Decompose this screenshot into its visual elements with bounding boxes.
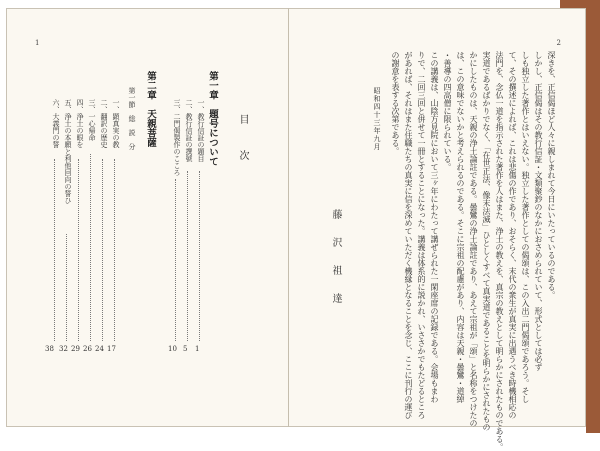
- toc-page-4: 17: [107, 345, 116, 353]
- book-cover-edge-top: [560, 0, 600, 8]
- toc-leader-3: [175, 179, 176, 341]
- left-page: [6, 8, 290, 427]
- preface-column-4: て、その撰述によれば、これは悲傷の作であり、おそらく、末代の衆生が真実に出遇うべき時機相応の: [508, 51, 517, 419]
- toc-page-9: 38: [45, 345, 54, 353]
- toc-page-5: 24: [95, 345, 104, 353]
- toc-item-1[interactable]: 一、教行信証の題目: [197, 99, 205, 162]
- toc-page-2: 5: [183, 345, 188, 353]
- toc-leader-7: [78, 159, 79, 341]
- preface-column-11: りで、二回三回と併せて一冊とすることになった。講義は体系的に説かれ、いささかでもたどるところ: [417, 51, 426, 419]
- toc-leader-5: [102, 159, 103, 341]
- preface-column-3: しも独立した著作とはいえない。独立した著作としての偈頌は、この入出二門偈頌であろう。そし: [521, 51, 530, 403]
- preface-column-7: かにしたものは、天親の浄土論註である。曇鸞の浄土論註であり、あえて宗祖が「頌」と名称をつけたの: [469, 51, 478, 427]
- toc-page-6: 26: [83, 345, 92, 353]
- toc-item-2[interactable]: 二、教行信証の撰號: [185, 99, 193, 162]
- toc-leader-9: [54, 159, 55, 341]
- preface-column-10: この講義は、山陰方見院において三ヶ年にわたって講ぜられた一閑座席の記録である。会場もまわ: [430, 51, 439, 403]
- toc-leader-1: [199, 171, 200, 341]
- right-page: [289, 8, 586, 451]
- toc-item-3[interactable]: 三、二門偈製作のこころ: [173, 99, 181, 176]
- preface-author: 藤 沢 祖 達: [330, 209, 341, 307]
- toc-item-4[interactable]: 一、顕真実の教: [112, 99, 120, 148]
- preface-column-1: 深きを、正信偈ほど人々に親しまれて今日にいたっているのである。: [547, 51, 556, 299]
- toc-page-3: 10: [168, 345, 177, 353]
- toc-page-1: 1: [195, 345, 200, 353]
- toc-leader-6: [90, 154, 91, 341]
- toc-page-7: 29: [71, 345, 80, 353]
- toc-chapter-2[interactable]: 第二章 天親菩薩: [145, 71, 156, 147]
- toc-leader-8: [66, 234, 67, 341]
- toc-item-7[interactable]: 四、浄土の眼を: [76, 99, 84, 148]
- preface-column-8: は、この意味でないかと考えられるのである。そこに宗祖の配慮があり、内容は天親・曇鸞・道綽: [456, 51, 465, 403]
- preface-column-9: ・善導の四高僧に限られている。: [443, 51, 452, 171]
- toc-leader-2: [187, 171, 188, 341]
- toc-heading: 目 次: [237, 114, 248, 168]
- toc-item-6[interactable]: 三、一心帰命: [88, 99, 96, 141]
- left-page-number: 1: [35, 39, 40, 47]
- toc-chapter-1[interactable]: 第一章 題号について: [207, 71, 218, 166]
- right-page-number: 2: [556, 39, 561, 47]
- preface-column-12: があれば、それはまた住職たちの真実に信を深めていただく機縁となることを念じ、ここに刊行の運び: [404, 51, 413, 419]
- toc-leader-4: [114, 159, 115, 341]
- toc-page-8: 32: [59, 345, 68, 353]
- preface-date: 昭和四十三年九月: [373, 87, 381, 151]
- toc-section-1[interactable]: 第一節 総 説 分: [128, 87, 136, 150]
- preface-column-2: しかし、正信偈はその教行信証・文類聚鈔のなかにおさめられていて、形式としては必ず: [534, 51, 543, 371]
- preface-column-6: 実道であるばかりでなく、「在世正法、像末法滅」ひとしくすべて真実道であることを明らかにされたもの: [482, 51, 491, 431]
- toc-item-5[interactable]: 二、翻訳の歴史: [100, 99, 108, 148]
- toc-item-9[interactable]: 六、大義門の誓: [52, 99, 60, 148]
- toc-item-8[interactable]: 五、浄土の本願と利他回向の誓ひ: [64, 99, 72, 204]
- preface-column-5: 法門を、念仏一道を指示された著作を人はまた、浄土の教えを、真宗の教えとして明らかにされたものである。: [495, 51, 504, 451]
- preface-column-13: の謝意を表する次第である。: [391, 51, 400, 155]
- book-cover-edge: [586, 0, 600, 433]
